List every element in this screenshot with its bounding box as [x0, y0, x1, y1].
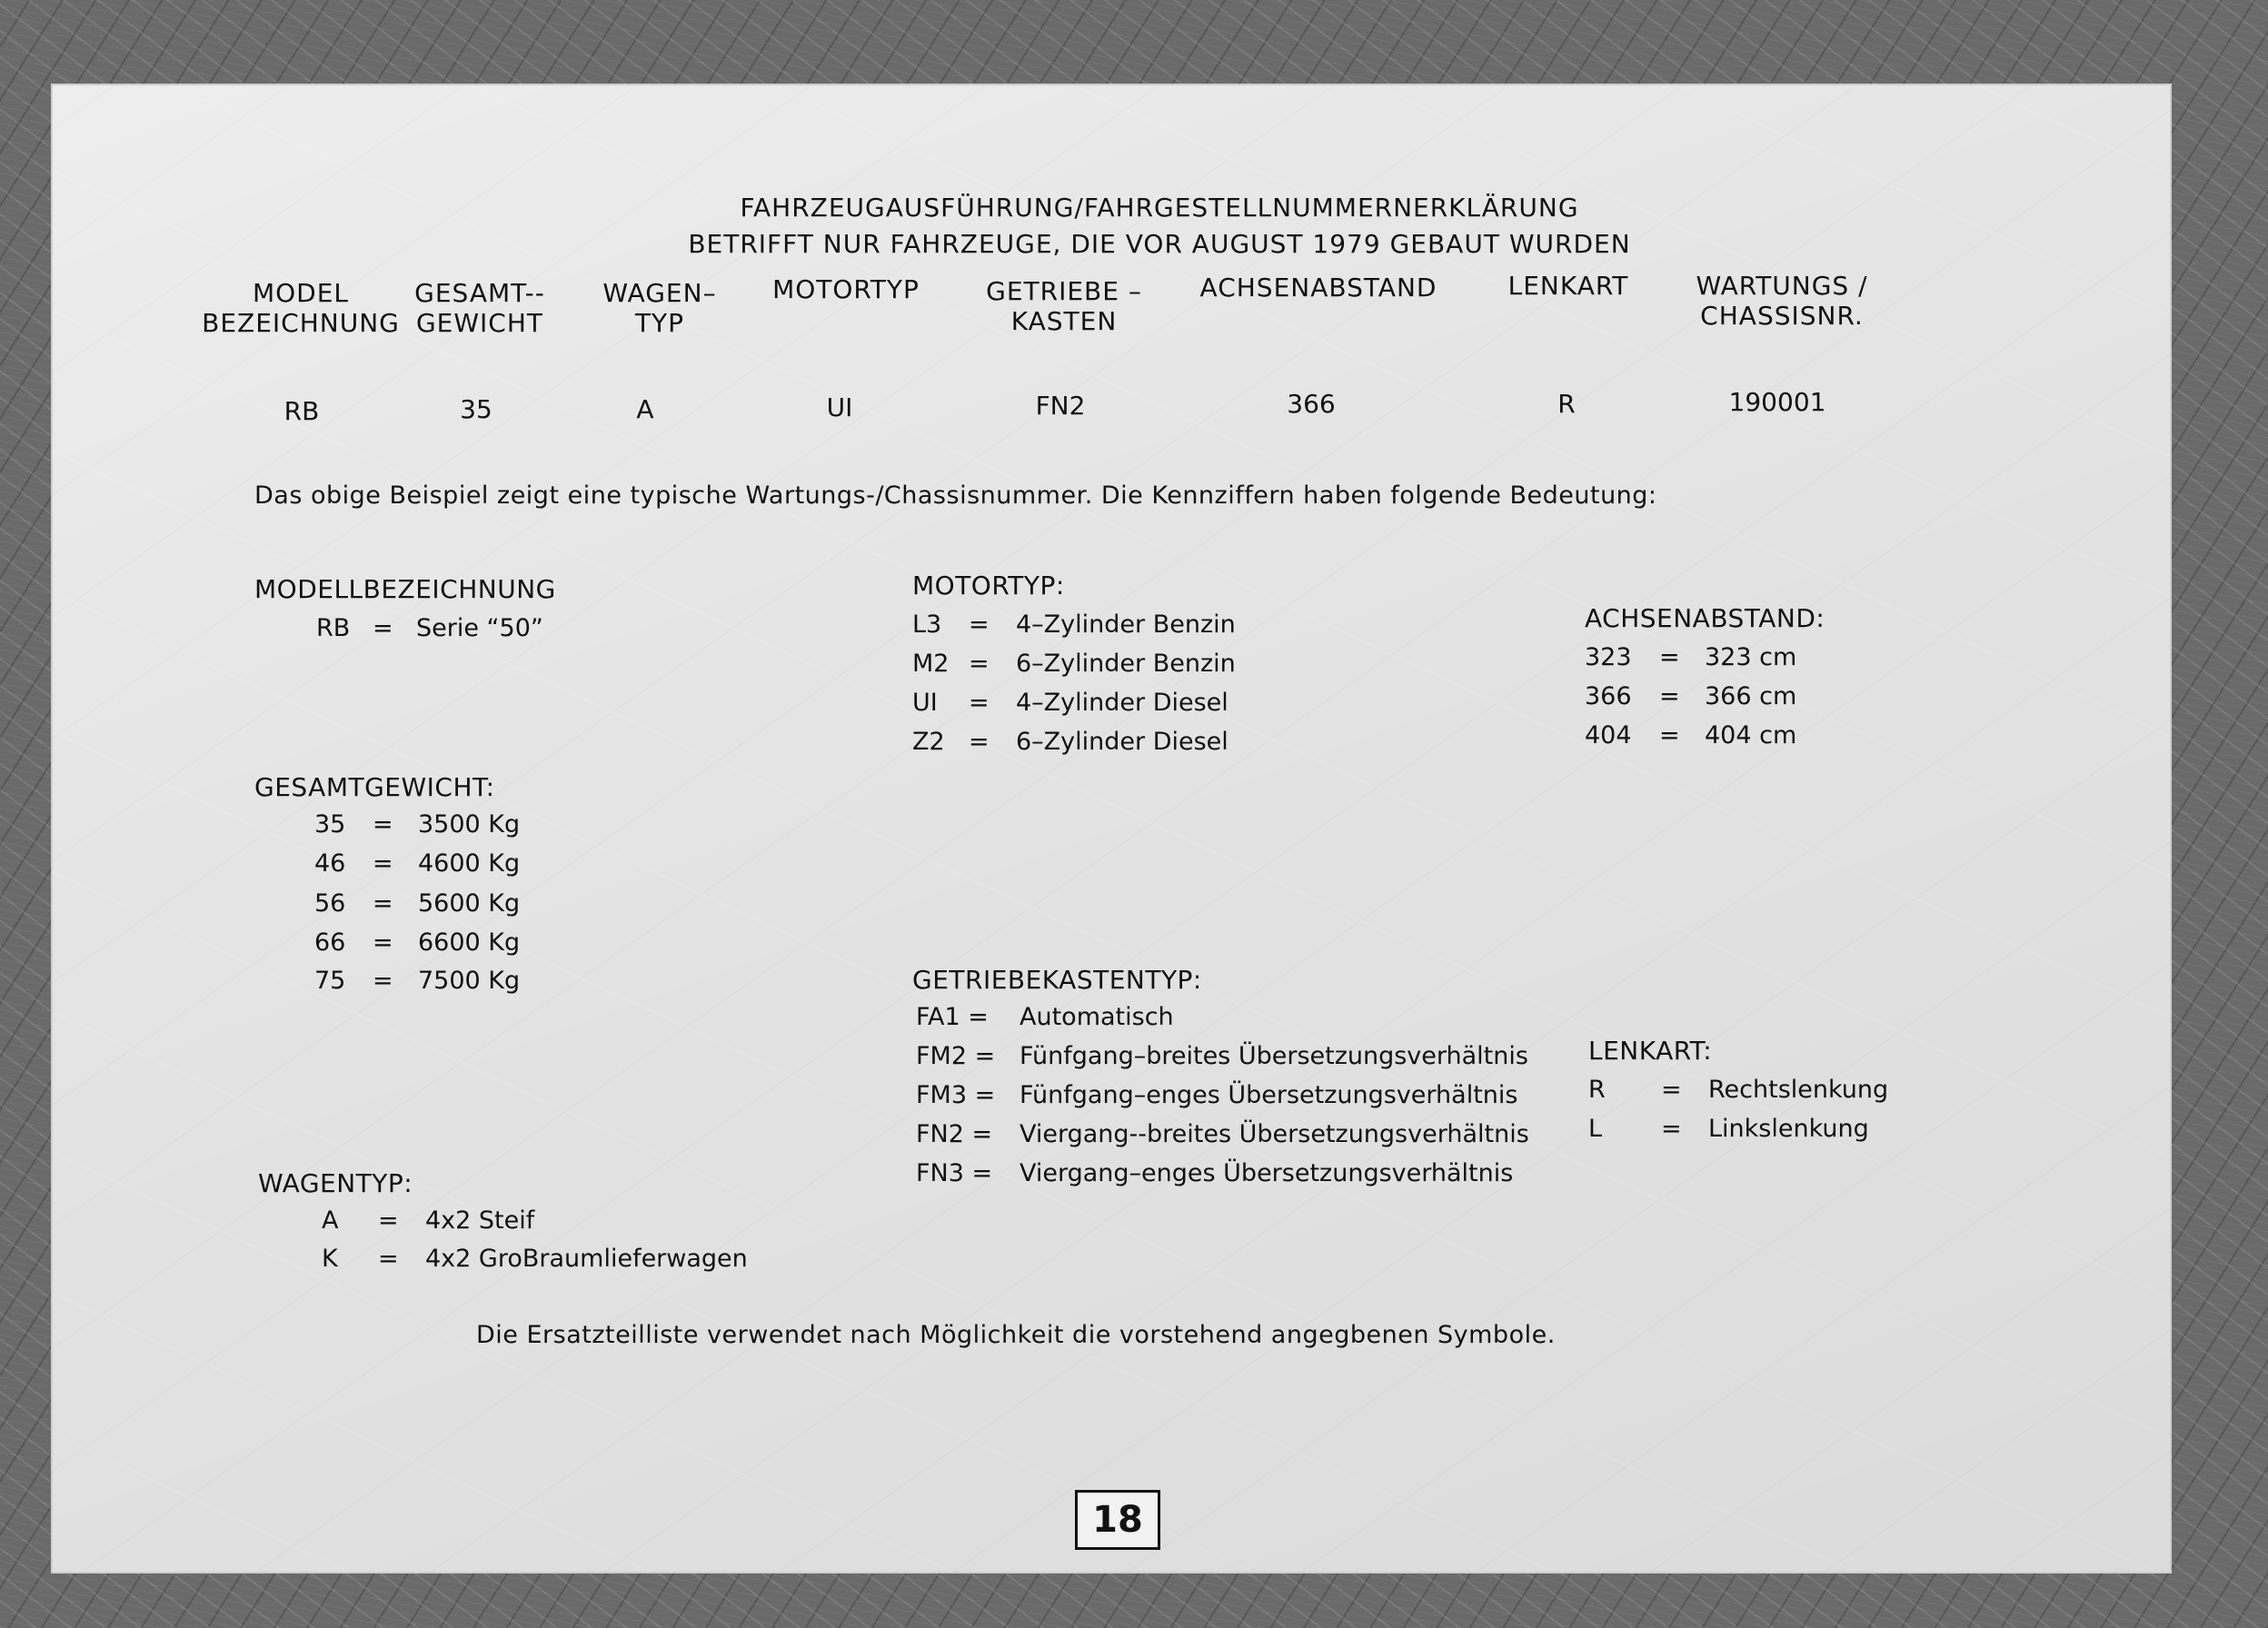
example-value-gesamtgewicht: 35	[460, 394, 492, 424]
equals: =	[373, 889, 393, 918]
list-item	[51, 889, 687, 920]
list-item	[51, 1159, 1596, 1190]
equals: =	[1659, 643, 1680, 671]
column-header-line: BEZEICHNUNG	[202, 308, 400, 338]
description: Automatisch	[1020, 1003, 1174, 1031]
code: 404	[1585, 721, 1632, 749]
equals: =	[969, 610, 990, 639]
description: 366 cm	[1705, 682, 1797, 710]
equals: =	[378, 1245, 399, 1273]
column-header-line: LENKART	[1507, 271, 1629, 301]
equals: =	[373, 967, 393, 995]
equals: =	[373, 810, 393, 839]
equals: =	[969, 728, 990, 756]
code: 56	[314, 889, 346, 918]
code: FN2 =	[916, 1120, 993, 1148]
code: A	[322, 1206, 339, 1235]
description: Viergang--breites Übersetzungsverhältnis	[1020, 1120, 1529, 1148]
page-number: 18	[1075, 1490, 1160, 1550]
description: Rechtslenkung	[1708, 1076, 1889, 1104]
column-header-gesamtgewicht	[414, 278, 545, 338]
column-header-line: WAGEN–	[602, 278, 717, 308]
description: 6–Zylinder Benzin	[1016, 650, 1236, 678]
description: Fünfgang–breites Übersetzungsverhältnis	[1020, 1042, 1528, 1070]
description: Serie “50”	[416, 614, 543, 642]
equals: =	[969, 650, 990, 678]
code: 66	[314, 928, 346, 957]
code: UI	[912, 689, 938, 717]
column-header-lenkart	[1508, 271, 1629, 301]
example-value-achsenabstand: 366	[1287, 389, 1336, 419]
column-header-line: ACHSENABSTAND	[1199, 273, 1437, 303]
description: Viergang–enges Übersetzungsverhältnis	[1020, 1159, 1514, 1187]
example-value-lenkart: R	[1557, 389, 1576, 419]
list-item	[51, 1115, 2050, 1146]
equals: =	[373, 849, 393, 878]
title-line-2: BETRIFFT NUR FAHRZEUGE, DIE VOR AUGUST 1979 GEBAUT WURDEN	[688, 229, 1631, 259]
column-header-line: MOTORTYP	[772, 274, 920, 304]
footer-note: Die Ersatzteilliste verwendet nach Möglichkeit die vorstehend angegbenen Symbole.	[476, 1321, 1556, 1349]
description: 4600 Kg	[418, 849, 521, 878]
list-item	[51, 643, 1959, 674]
column-header-achsenabstand	[1200, 273, 1437, 303]
code: L3	[912, 610, 942, 639]
column-header-line: KASTEN	[1010, 306, 1118, 336]
example-value-getriebekasten: FN2	[1035, 391, 1086, 421]
description: 404 cm	[1705, 721, 1797, 749]
description: 3500 Kg	[418, 810, 521, 839]
column-header-line: GEWICHT	[415, 308, 544, 338]
example-value-motortyp: UI	[826, 392, 853, 422]
column-header-model	[202, 278, 400, 338]
description: 7500 Kg	[418, 967, 521, 995]
description: 6600 Kg	[418, 928, 521, 957]
title-line-1: FAHRZEUGAUSFÜHRUNG/FAHRGESTELLNUMMERNERKLÄRUNG	[740, 193, 1579, 223]
section-heading-modell: MODELLBEZEICHNUNG	[254, 574, 556, 604]
code: FN3 =	[916, 1159, 993, 1187]
code: 35	[314, 810, 346, 839]
code: 323	[1585, 643, 1632, 671]
column-header-line: MODEL	[252, 278, 350, 308]
column-header-line: WARTUNGS /	[1696, 271, 1868, 301]
column-header-line: GESAMT--	[414, 278, 545, 308]
list-item	[51, 810, 687, 841]
list-item	[51, 1042, 1596, 1073]
column-header-wagentyp	[602, 278, 716, 338]
description: 4x2 GroBraumlieferwagen	[425, 1245, 748, 1273]
section-heading-wagentyp: WAGENTYP:	[258, 1168, 413, 1198]
code: L	[1588, 1115, 1603, 1143]
section-heading-achsenabstand: ACHSENABSTAND:	[1585, 603, 1825, 633]
equals: =	[378, 1206, 399, 1235]
code: R	[1588, 1076, 1606, 1104]
list-item	[51, 849, 687, 880]
code: K	[322, 1245, 338, 1273]
equals: =	[373, 928, 393, 957]
code: RB	[316, 614, 351, 642]
code: FM2 =	[916, 1042, 996, 1070]
equals: =	[1659, 721, 1680, 749]
list-item	[51, 721, 1959, 752]
section-heading-lenkart: LENKART:	[1588, 1036, 1713, 1066]
column-header-line: GETRIEBE –	[986, 276, 1142, 306]
intro-text: Das obige Beispiel zeigt eine typische Wartungs-/Chassisnummer. Die Kennziffern haben folgende Bedeutung:	[254, 481, 1657, 510]
column-header-wartungs-chassisnr	[1696, 271, 1867, 331]
equals: =	[1661, 1115, 1682, 1143]
equals: =	[373, 614, 393, 642]
description: 4x2 Steif	[425, 1206, 535, 1235]
example-value-model: RB	[284, 396, 320, 426]
section-heading-gesamtgewicht: GESAMTGEWICHT:	[254, 772, 495, 802]
section-heading-getriebe: GETRIEBEKASTENTYP:	[912, 965, 1202, 995]
column-header-line: TYP	[634, 308, 685, 338]
description: 323 cm	[1705, 643, 1797, 671]
column-header-getriebekasten	[986, 276, 1142, 336]
description: 6–Zylinder Diesel	[1016, 728, 1228, 756]
equals: =	[1661, 1076, 1682, 1104]
description: 4–Zylinder Benzin	[1016, 610, 1236, 639]
equals: =	[1659, 682, 1680, 710]
section-heading-motortyp: MOTORTYP:	[912, 571, 1065, 601]
code: 46	[314, 849, 346, 878]
list-item	[51, 1076, 2050, 1107]
list-item	[51, 928, 687, 959]
list-item	[51, 1245, 778, 1276]
description: 4–Zylinder Diesel	[1016, 689, 1228, 717]
code: FA1 =	[916, 1003, 989, 1031]
code: 75	[314, 967, 346, 995]
example-value-chassisnr: 190001	[1728, 387, 1826, 417]
code: Z2	[912, 728, 945, 756]
list-item	[51, 1003, 1596, 1034]
code: M2	[912, 650, 950, 678]
document-page	[51, 84, 2172, 1573]
code: FM3 =	[916, 1081, 996, 1109]
column-header-line: CHASSISNR.	[1700, 301, 1864, 331]
description: Linkslenkung	[1708, 1115, 1869, 1143]
list-item	[51, 1206, 778, 1237]
description: Fünfgang–enges Übersetzungsverhältnis	[1020, 1081, 1518, 1109]
example-value-wagentyp: A	[636, 394, 654, 424]
list-item	[51, 682, 1959, 713]
description: 5600 Kg	[418, 889, 521, 918]
list-item	[51, 967, 687, 998]
code: 366	[1585, 682, 1632, 710]
column-header-motortyp	[772, 274, 920, 304]
equals: =	[969, 689, 990, 717]
list-item	[51, 610, 1236, 641]
